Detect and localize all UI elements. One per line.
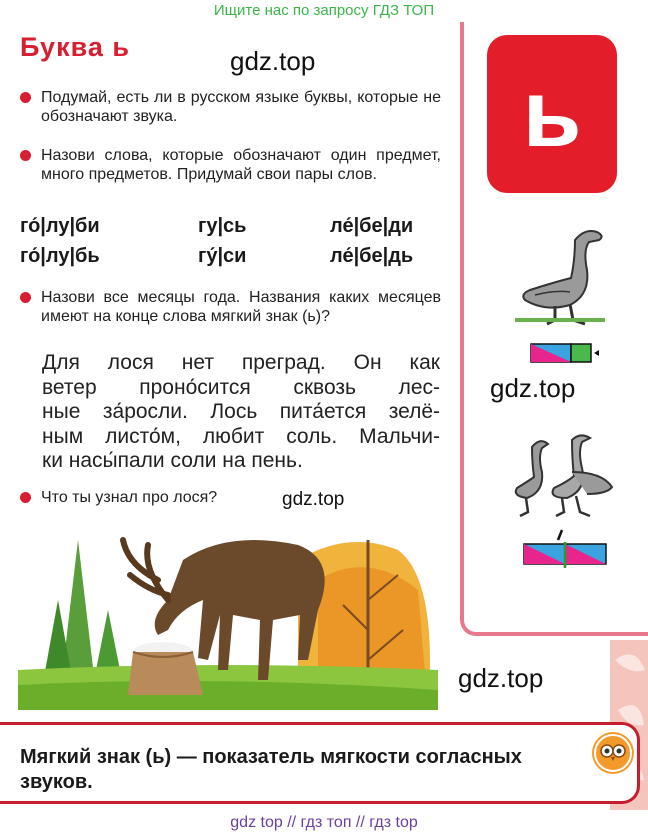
task-text: Подумай, есть ли в русском языке буквы, которые не обозначают звука.: [41, 89, 441, 125]
story-line: Для лося нет преград. Он как: [42, 351, 440, 374]
task-bullet-2: [20, 146, 441, 184]
watermark: gdz.top: [458, 663, 544, 693]
moose-illustration: [18, 520, 438, 710]
bullet-dot: [20, 92, 31, 103]
geese-illustration: [512, 432, 622, 520]
bottom-banner: gdz top // гдз топ // гдз top: [230, 814, 418, 831]
word: го́|лу|бь: [20, 245, 100, 267]
owl-icon: [594, 734, 632, 772]
story-line: ные за́росли. Лось пита́ется зелё-: [42, 400, 440, 423]
word: гу|сь: [198, 215, 247, 237]
rule-box: [0, 722, 640, 804]
top-banner: Ищите нас по запросу ГДЗ ТОП: [213, 2, 435, 19]
watermark: gdz.top: [230, 46, 316, 76]
story-text: [42, 351, 440, 474]
word-scheme-singular-icon: [530, 343, 600, 365]
task-bullet-3: [20, 288, 441, 326]
page-title: Буква ь: [20, 32, 130, 62]
task-text: Что ты узнал про лося?: [41, 489, 218, 506]
story-line: ветер проно́сится сквозь лес-: [42, 375, 440, 399]
story-line: ным листо́м, любит соль. Мальчи-: [42, 424, 440, 448]
task-bullet-4: [20, 488, 281, 507]
task-text: Назови слова, которые обозначают один предмет, много предметов. Придумай свои пары слов.: [41, 147, 441, 183]
task-text: Назови все месяцы года. Названия каких месяцев имеют на конце слова мягкий знак (ь)?: [41, 289, 441, 325]
word: ле́|бе|дь: [330, 245, 414, 267]
story-line: ки насы́пали соли на пень.: [42, 449, 303, 472]
goose-illustration: [515, 220, 615, 332]
watermark: gdz.top: [490, 373, 576, 403]
word: гу́|си: [198, 245, 247, 267]
watermark: gdz.top: [282, 489, 345, 510]
bullet-dot: [20, 492, 31, 503]
bullet-dot: [20, 150, 31, 161]
word: го́|лу|би: [20, 215, 100, 237]
word-scheme-plural-icon: [522, 528, 608, 572]
word: ле́|бе|ди: [330, 215, 414, 237]
owl-face-icon: [596, 736, 630, 770]
task-bullet-1: [20, 88, 441, 126]
rule-text: Мягкий знак (ь) — показатель мягкости согласных звуков.: [20, 746, 522, 793]
letter-card: ь: [487, 35, 617, 193]
bullet-dot: [20, 292, 31, 303]
